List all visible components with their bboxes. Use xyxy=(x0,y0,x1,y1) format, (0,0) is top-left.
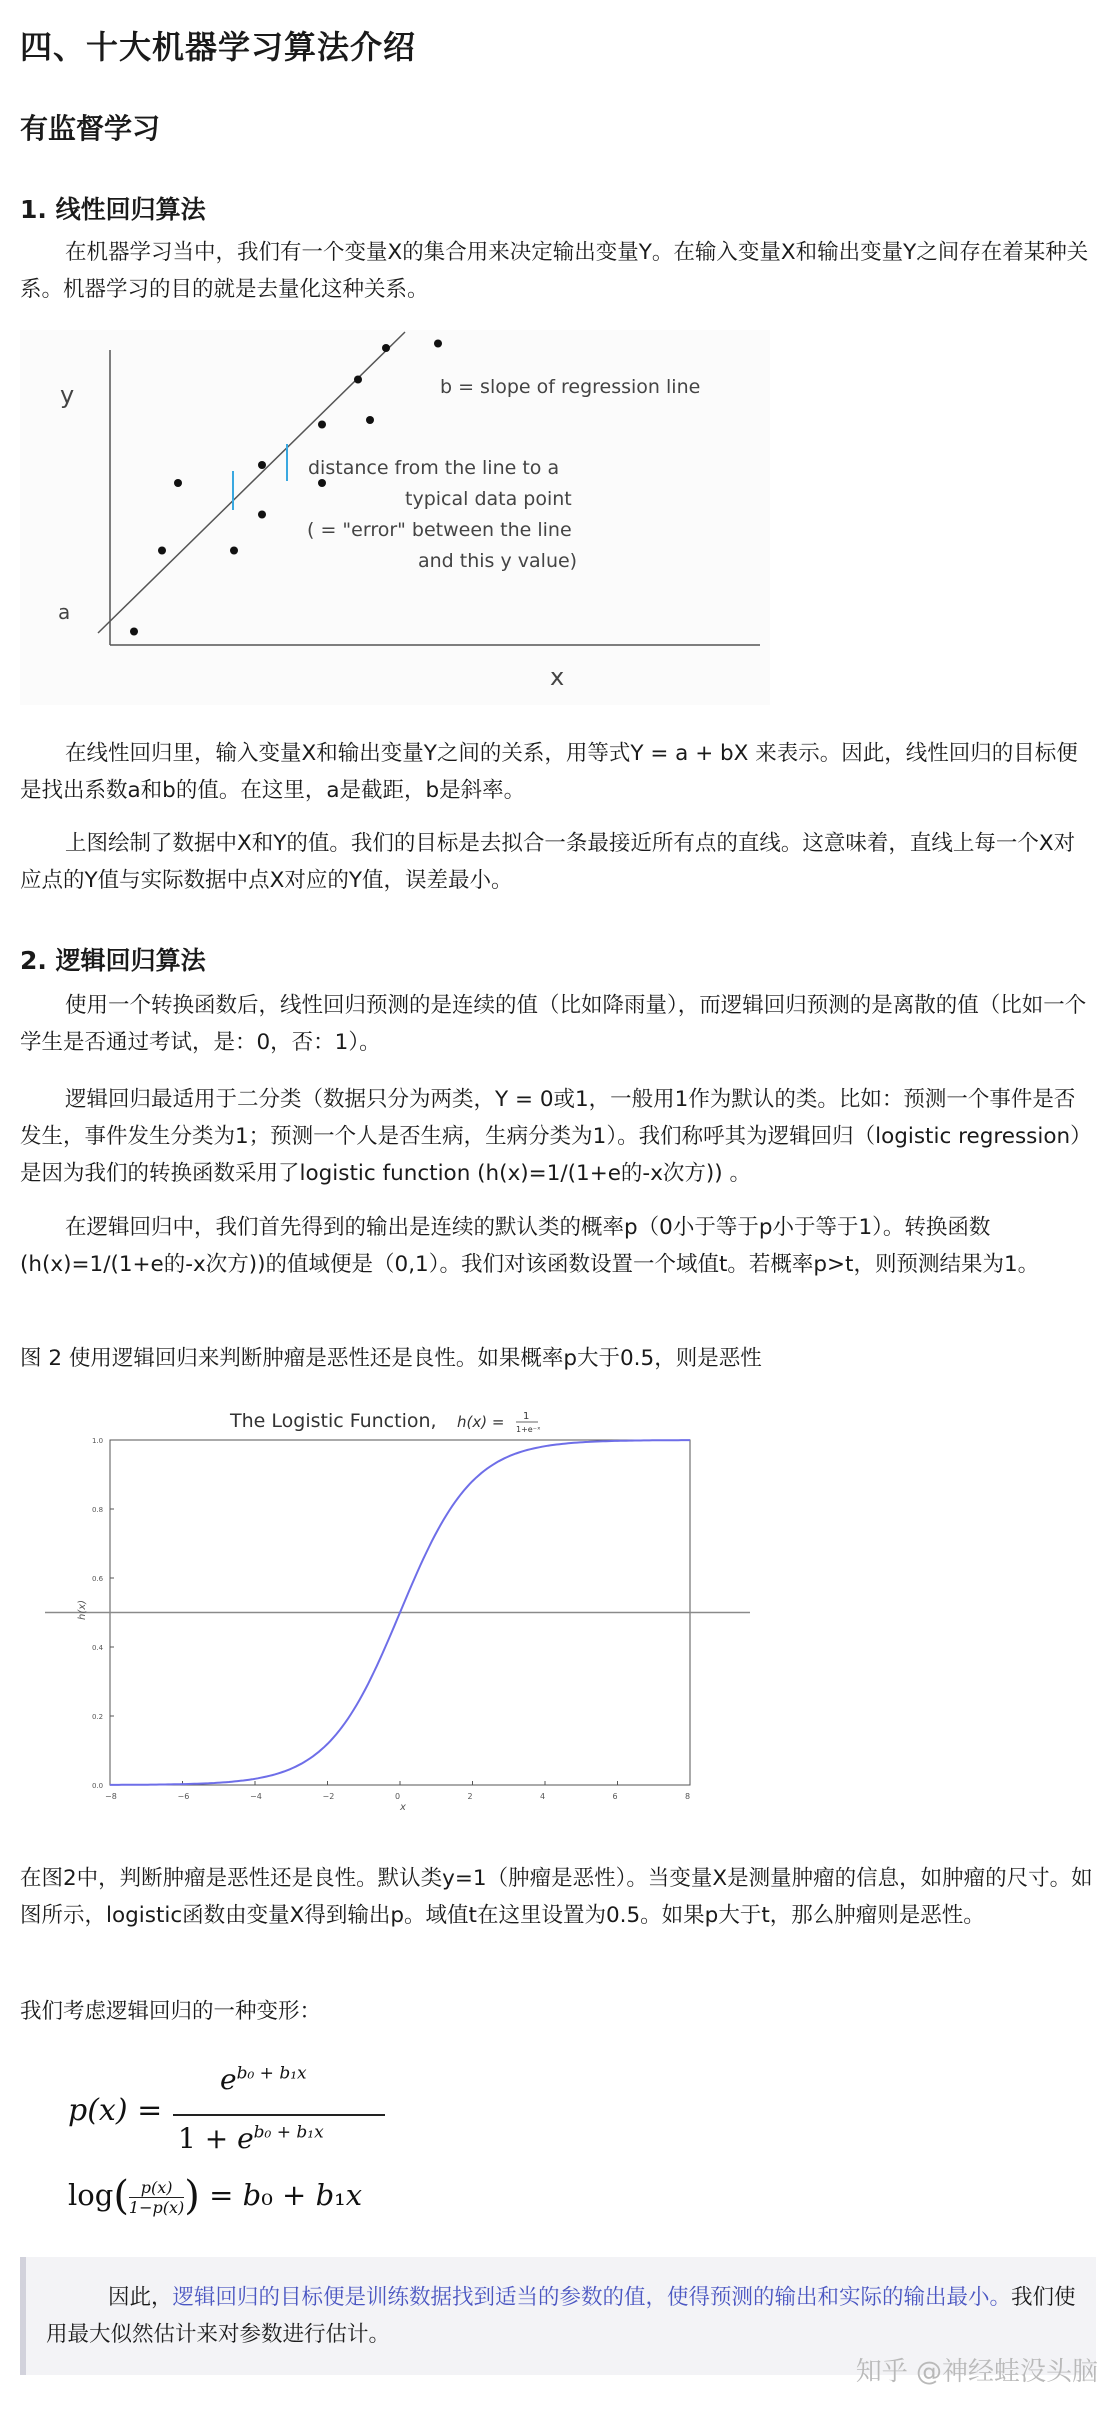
y-tick-label: 0.0 xyxy=(92,1782,104,1790)
logistic-title: 2. 逻辑回归算法 xyxy=(20,946,206,975)
y-tick-label: 0.4 xyxy=(92,1644,104,1652)
section-title: 四、十大机器学习算法介绍 xyxy=(20,28,417,66)
x-tick-label: 4 xyxy=(540,1792,546,1801)
logistic-para-1: 使用一个转换函数后，线性回归预测的是连续的值（比如降雨量），而逻辑回归预测的是离散的值（比如一个学生是否通过考试，是：0，否：1）。 xyxy=(20,993,1087,1055)
data-point xyxy=(158,547,166,555)
x-tick-label: −4 xyxy=(250,1792,262,1801)
formula-log-odds: log( $\frac{p(x)}{1-p(x)}$ ) = b₀ + b₁x xyxy=(68,2173,363,2219)
zhihu-watermark: 知乎 @神经蛙没头脑 xyxy=(855,2357,1098,2387)
y-axis-label: y xyxy=(60,381,75,409)
x-tick-label: −2 xyxy=(322,1792,335,1801)
logistic-para-5: 我们考虑逻辑回归的一种变形： xyxy=(20,1999,322,2024)
logistic-y-label: h(x) xyxy=(77,1599,88,1620)
data-point xyxy=(130,628,138,636)
x-tick-label: 2 xyxy=(467,1792,473,1801)
distance-note-line-1: distance from the line to a xyxy=(308,457,560,479)
subheading: 有监督学习 xyxy=(20,112,161,145)
conclusion-text xyxy=(46,2279,1076,2353)
quote-suffix: 我们使用最大似然估计来对参数进行估计。 xyxy=(46,2285,1076,2347)
linear-para-2: 在线性回归里，输入变量X和输出变量Y之间的关系，用等式Y = a + bX 来表示。因此，线性回归的目标便是找出系数a和b的值。在这里，a是截距，b是斜率。 xyxy=(20,741,1078,803)
linear-title: 1. 线性回归算法 xyxy=(20,195,206,224)
data-point xyxy=(318,421,326,429)
logistic-chart-title: The Logistic Function, xyxy=(230,1410,437,1432)
distance-note-line-4: and this y value) xyxy=(418,550,578,572)
y-tick-label: 0.2 xyxy=(92,1713,104,1721)
logistic-para-4: 在图2中，判断肿瘤是恶性还是良性。默认类y=1（肿瘤是恶性）。当变量X是测量肿瘤的信息，如肿瘤的尺寸。如图所示，logistic函数由变量X得到输出p。域值t在这里设置为0.5。如果p大于t，那么肿瘤则是恶性。 xyxy=(20,1866,1093,1928)
distance-note-line-2: typical data point xyxy=(405,488,572,510)
logistic-para-3: 在逻辑回归中，我们首先得到的输出是连续的默认类的概率p（0小于等于p小于等于1）。转换函数 (h(x)=1/(1+e的-x次方))的值域便是（0,1）。我们对该函数设置一个域值t。若概率p>t，则预测结果为1。 xyxy=(20,1215,1040,1277)
formula-numerator: $e^{b_0 + b_1x}$ xyxy=(220,2063,307,2096)
quote-prefix: 因此， xyxy=(108,2285,173,2310)
data-point xyxy=(258,461,266,469)
linear-para-1: 在机器学习当中，我们有一个变量X的集合用来决定输出变量Y。在输入变量X和输出变量Y之间存在着某种关系。机器学习的目的就是去量化这种关系。 xyxy=(20,240,1089,302)
x-tick-label: −6 xyxy=(177,1792,190,1801)
data-points xyxy=(130,340,442,636)
svg-text:1: 1 xyxy=(523,1411,530,1422)
formula-fraction-bar xyxy=(173,2114,385,2116)
formula-denominator: $1 + e^{b_0 + b_1x}$ xyxy=(178,2122,324,2155)
data-point xyxy=(174,479,182,487)
x-tick-label: −8 xyxy=(105,1792,117,1801)
quote-highlight: 逻辑回归的目标便是训练数据找到适当的参数的值，使得预测的输出和实际的输出最小。 xyxy=(172,2285,1012,2310)
formula-px-lhs: p(x) = xyxy=(68,2093,163,2128)
data-point xyxy=(434,340,442,348)
y-tick-label: 0.6 xyxy=(92,1575,104,1583)
logistic-chart-title-fraction xyxy=(516,1411,541,1434)
linear-regression-figure xyxy=(20,330,770,705)
linear-regression-plot xyxy=(20,330,770,705)
x-tick-label: 8 xyxy=(685,1792,691,1801)
logistic-function-chart xyxy=(20,1395,760,1815)
figure-2-caption: 图 2 使用逻辑回归来判断肿瘤是恶性还是良性。如果概率p大于0.5，则是恶性 xyxy=(20,1346,762,1371)
data-point xyxy=(382,344,390,352)
intercept-label: a xyxy=(58,600,71,624)
logistic-para-2: 逻辑回归最适用于二分类（数据只分为两类，Y = 0或1，一般用1作为默认的类。比如：预测一个事件是否发生，事件发生分类为1；预测一个人是否生病，生病分类为1）。我们称呼其为逻辑回归（logistic regression）是因为我们的转换函数采用了logistic function (h(x)=1/(1+e的-x次方)) 。 xyxy=(20,1087,1092,1186)
data-point xyxy=(354,376,362,384)
logistic-x-label: x xyxy=(400,1802,406,1813)
y-tick-label: 0.8 xyxy=(92,1506,104,1514)
y-tick-label: 1.0 xyxy=(92,1437,104,1445)
x-axis-label: x xyxy=(550,663,565,691)
x-tick-label: 6 xyxy=(612,1792,618,1801)
data-point xyxy=(318,479,326,487)
linear-para-3: 上图绘制了数据中X和Y的值。我们的目标是去拟合一条最接近所有点的直线。这意味着，直线上每一个X对应点的Y值与实际数据中点X对应的Y值，误差最小。 xyxy=(20,831,1076,893)
logistic-function-figure xyxy=(20,1395,760,1815)
logistic-chart-title-formula: h(x) = xyxy=(457,1413,505,1431)
svg-text:1+e⁻ˣ: 1+e⁻ˣ xyxy=(516,1425,541,1434)
x-tick-label: 0 xyxy=(395,1792,401,1801)
data-point xyxy=(230,547,238,555)
slope-note: b = slope of regression line xyxy=(440,376,701,398)
data-point xyxy=(258,511,266,519)
distance-note-line-3: ( = "error" between the line xyxy=(307,519,572,541)
data-point xyxy=(366,416,374,424)
logistic-formulas xyxy=(60,2055,660,2235)
